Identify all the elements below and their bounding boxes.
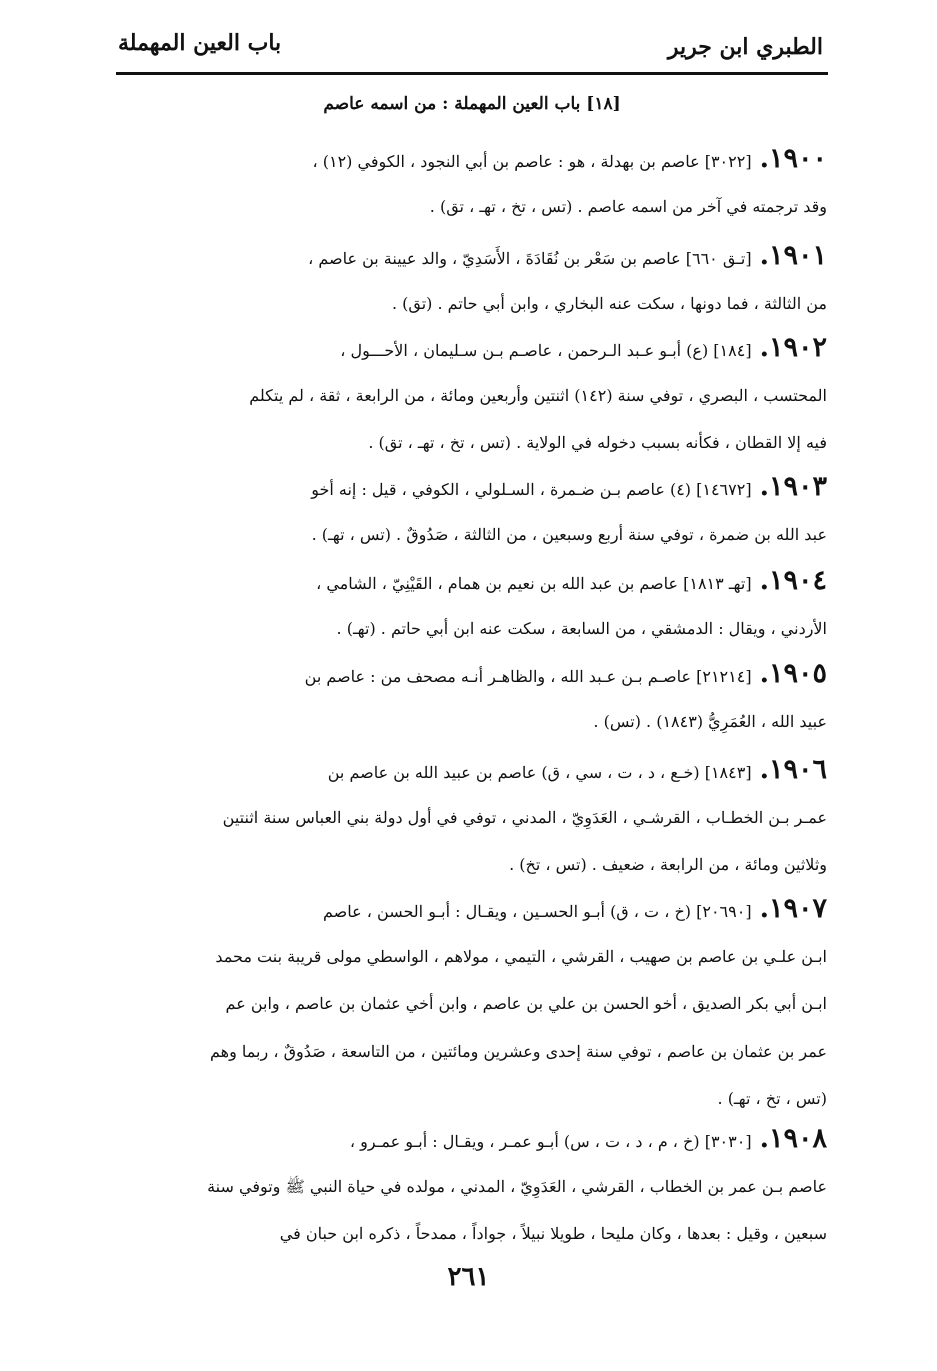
entry-line: من الثالثة ، فما دونها ، سكت عنه البخاري ، وابن أبي حاتم . (تق) . bbox=[391, 293, 827, 313]
page-number: ٢٦١ bbox=[447, 1262, 490, 1292]
entry-line: ابـن علـي بن عاصم بن صهيب ، القرشي ، التيمي ، مولاهم ، الواسطي مولى قريبة بنت محمد bbox=[215, 946, 827, 966]
entry-line bbox=[109, 1115, 827, 1163]
entry-line: عبيد الله ، العُمَرِيُّ (١٨٤٣) . (تس) . bbox=[593, 711, 827, 731]
entry-line bbox=[109, 557, 827, 605]
entry bbox=[109, 650, 827, 745]
entry-text: [٢٠٦٩٠] (خ ، ت ، ق) أبـو الحسـين ، ويقـال : أبـو الحسن ، عاصم bbox=[323, 902, 752, 921]
entry bbox=[109, 324, 827, 467]
entry-line bbox=[109, 650, 827, 698]
entry-number: ١٩٠٧. bbox=[759, 893, 827, 924]
entry-text: [تهـ ١٨١٣] عاصم بن عبد الله بن نعيم بن همام ، القَيْنِيّ ، الشامي ، bbox=[316, 574, 752, 593]
entry bbox=[109, 463, 827, 558]
entry-line: الأردني ، ويقال : الدمشقي ، من السابعة ، سكت عنه ابن أبي حاتم . (تهـ) . bbox=[336, 618, 827, 638]
entry-line bbox=[109, 885, 827, 933]
entry-line: (تس ، تخ ، تهـ) . bbox=[717, 1089, 827, 1108]
entry bbox=[109, 885, 827, 1123]
entry-number: ١٩٠٤. bbox=[759, 565, 827, 596]
entry-line: سبعين ، وقيل : بعدها ، وكان مليحا ، طويلا نبيلاً ، جواداً ، ممدحاً ، ذكره ابن حبان في bbox=[279, 1224, 827, 1243]
entry-text: [٢١٢١٤] عاصـم بـن عـبد الله ، والظاهـر أنـه مصحف من : عاصم بن bbox=[304, 667, 752, 686]
entry bbox=[109, 135, 827, 230]
section-title: [١٨] باب العين المهملة : من اسمه عاصم bbox=[323, 94, 621, 114]
entry bbox=[109, 746, 827, 889]
entry-number: ١٩٠٢. bbox=[759, 332, 827, 363]
entry-line bbox=[109, 746, 827, 794]
entry-number: ١٩٠٥. bbox=[759, 658, 827, 689]
entry-line: المحتسب ، البصري ، توفي سنة (١٤٢) اثنتين وأربعين ومائة ، من الرابعة ، ثقة ، لم يتكلم bbox=[249, 385, 827, 405]
entry-line: فيه إلا القطان ، فكأنه بسبب دخوله في الولاية . (تس ، تخ ، تهـ ، تق) . bbox=[368, 433, 827, 452]
entry-line bbox=[109, 232, 827, 280]
entry-line: ابـن أبي بكر الصديق ، أخو الحسن بن علي بن عاصم ، وابن أخي عثمان بن عاصم ، وابن عم bbox=[225, 994, 827, 1013]
entry-number: ١٩٠٣. bbox=[759, 471, 827, 502]
entry bbox=[109, 232, 827, 327]
header-rule bbox=[116, 72, 828, 75]
running-header-right: الطبري ابن جرير bbox=[667, 34, 823, 60]
entry-line bbox=[109, 463, 827, 511]
running-header-left: باب العين المهملة bbox=[118, 30, 282, 56]
entry-number: ١٩٠٠. bbox=[759, 143, 827, 174]
entry bbox=[109, 1115, 827, 1258]
entry-text: [تـق ٦٦٠] عاصم بن سَعْر بن نُقَادَةَ ، الأَسَدِيّ ، والد عيينة بن عاصم ، bbox=[308, 249, 752, 268]
entry-text: [١٨٤] (ع) أبـو عـبد الـرحمن ، عاصـم بـن سـليمان ، الأحـــول ، bbox=[340, 341, 752, 360]
entry-text: [١٨٤٣] (خـع ، د ، ت ، سي ، ق) عاصم بن عبيد الله بن عاصم بن bbox=[327, 763, 752, 782]
entry-line: وقد ترجمته في آخر من اسمه عاصم . (تس ، تخ ، تهـ ، تق) . bbox=[429, 196, 827, 216]
entry-line: عبد الله بن ضمرة ، توفي سنة أربع وسبعين ، من الثالثة ، صَدُوقٌ . (تس ، تهـ) . bbox=[311, 524, 827, 544]
entry-line bbox=[109, 324, 827, 372]
entry-line: عمر بن عثمان بن عاصم ، توفي سنة إحدى وعشرين ومائتين ، من التاسعة ، صَدُوقٌ ، ربما وهم bbox=[210, 1041, 827, 1061]
entry-number: ١٩٠٦. bbox=[759, 754, 827, 785]
entry-line: عاصم بـن عمر بن الخطاب ، القرشي ، العَدَوِيّ ، المدني ، مولده في حياة النبي ﷺ وتوفي سنة bbox=[207, 1176, 827, 1196]
entry-number: ١٩٠١. bbox=[759, 240, 827, 271]
entry-line bbox=[109, 135, 827, 183]
entry-text: [٣٠٢٢] عاصم بن بهدلة ، هو : عاصم بن أبي النجود ، الكوفي (١٢) ، bbox=[312, 152, 752, 171]
entry-line: عمـر بـن الخطـاب ، القرشـي ، العَدَوِيّ ، المدني ، توفي في أول دولة بني العباس سنة اثنتين bbox=[222, 807, 827, 827]
entry-line: وثلاثين ومائة ، من الرابعة ، ضعيف . (تس ، تخ) . bbox=[509, 855, 827, 874]
entry-text: [٣٠٣٠] (خ ، م ، د ، ت ، س) أبـو عمـر ، ويقـال : أبـو عمـرو ، bbox=[349, 1132, 752, 1151]
entry bbox=[109, 557, 827, 652]
entry-text: [١٤٦٧٢] (٤) عاصم بـن ضـمرة ، السـلولي ، الكوفي ، قيل : إنه أخو bbox=[311, 480, 752, 499]
entry-number: ١٩٠٨. bbox=[759, 1123, 827, 1154]
